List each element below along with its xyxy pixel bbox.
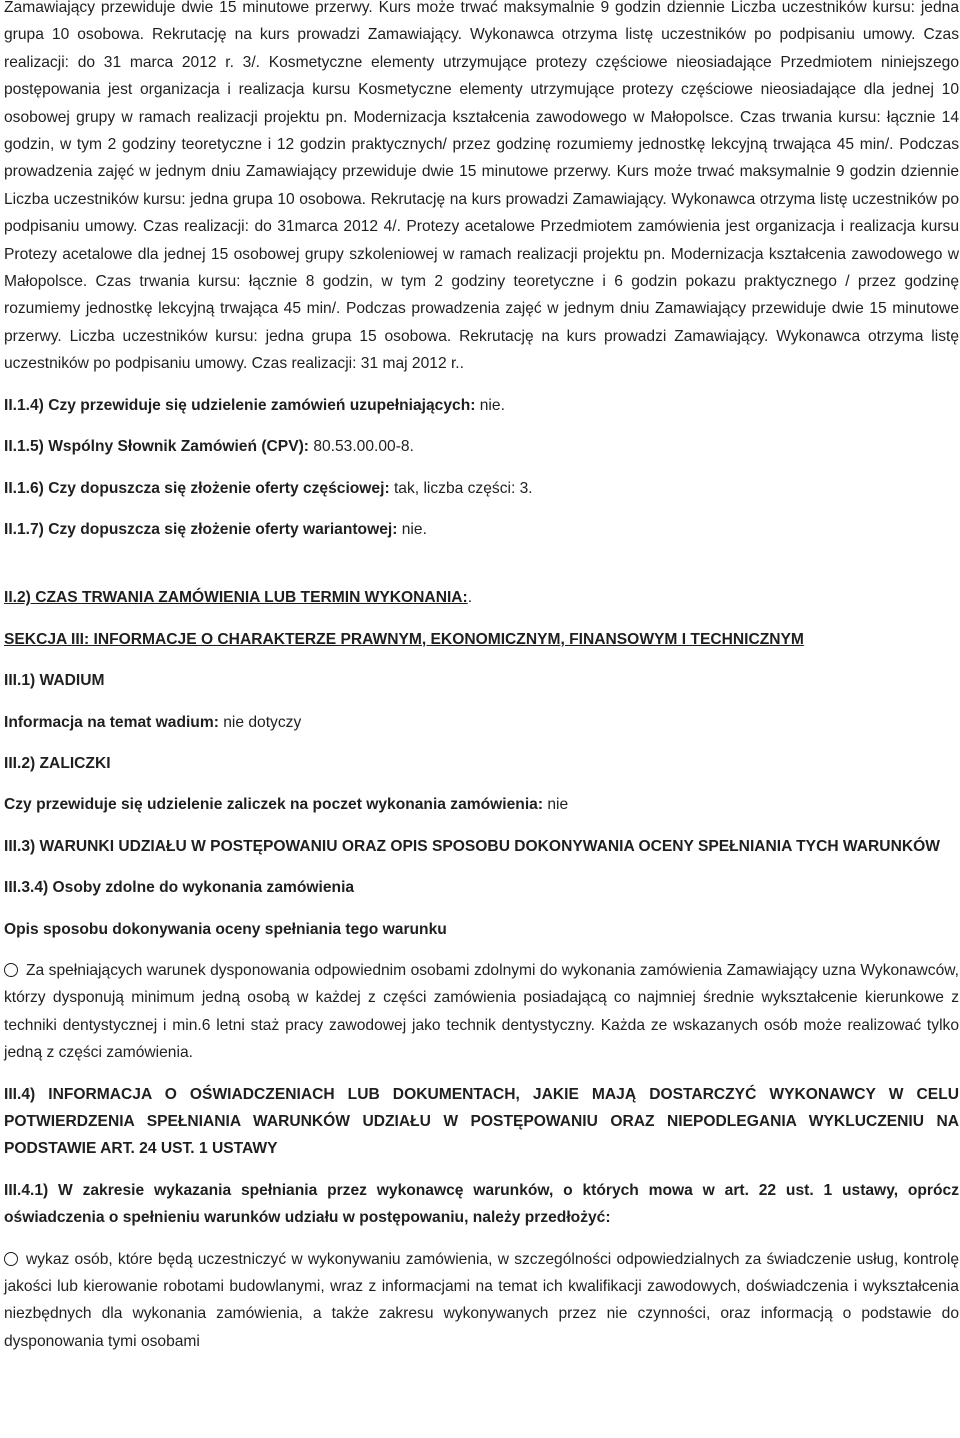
opis-sposobu-heading: Opis sposobu dokonywania oceny spełniania tego warunku: [4, 920, 447, 938]
item-ii-1-6: [4, 475, 959, 502]
intro-paragraph: Zamawiający przewiduje dwie 15 minutowe przerwy. Kurs może trwać maksymalnie 9 godzin dziennie Liczba uczestników kursu: jedna grupa 10 osobowa. Rekrutację na kurs prowadzi Zamawiający. Wykonawca otrzyma listę uczestników po podpisaniu umowy. Czas realizacji: do 31 marca 2012 r. 3/. Kosmetyczne elementy utrzymujące protezy częściowe nieosiadające Przedmiotem niniejszego postępowania jest organizacja i realizacja kursu Kosmetyczne elementy utrzymujące protezy częściowe nieosiadające dla jednej 10 osobowej grupy w ramach realizacji projektu pn. Modernizacja kształcenia zawodowego w Małopolsce. Czas trwania kursu: łącznie 14 godzin, w tym 2 godziny teoretyczne i 12 godzin praktycznych/ przez godzinę rozumiemy jednostkę lekcyjną trwająca 45 min/. Podczas prowadzenia zajęć w jednym dniu Zamawiający przewiduje dwie 15 minutowe przerwy. Kurs może trwać maksymalnie 9 godzin dziennie Liczba uczestników kursu: jedna grupa 10 osobowa. Rekrutację na kurs prowadzi Zamawiający. Wykonawca otrzyma listę uczestników po podpisaniu umowy. Czas realizacji: do 31marca 2012 4/. Protezy acetalowe Przedmiotem zamówienia jest organizacja i realizacja kursu Protezy acetalowe dla jednej 15 osobowej grupy szkoleniowej w ramach realizacji projektu pn. Modernizacja kształcenia zawodowego w Małopolsce. Czas trwania kursu: łącznie 8 godzin, w tym 2 godziny teoretyczne i 6 godzin pokazu praktycznego / przez godzinę rozumiemy jednostkę lekcyjną trwająca 45 min/. Podczas prowadzenia zajęć w jednym dniu Zamawiający przewiduje dwie 15 minutowe przerwy. Liczba uczestników kursu: jedna grupa 15 osobowa. Rekrutację na kurs prowadzi Zamawiający. Wykonawca otrzyma listę uczestników po podpisaniu umowy. Czas realizacji: 31 maj 2012 r..: [4, 0, 959, 373]
dokumenty-bullet-text: wykaz osób, które będą uczestniczyć w wykonywaniu zamówienia, w szczególności odpowiedzialnych za świadczenie usług, kontrolę jakości lub kierowanie robotami budowlanymi, wraz z informacjami na temat ich kwalifikacji zawodowych, doświadczenia i wykształcenia niezbędnych dla wykonania zamówienia, a także zakresu wykonywanych przez nie czynności, oraz informacją o podstawie do dysponowania tymi osobami: [4, 1250, 959, 1350]
wadium-value: nie dotyczy: [218, 713, 302, 731]
zaliczki-value: nie: [543, 796, 569, 814]
circle-bullet-icon: [4, 963, 18, 977]
item-ii-1-4-label: II.1.4) Czy przewiduje się udzielenie zamówień uzupełniających:: [4, 396, 476, 414]
dokumenty-heading: III.4) INFORMACJA O OŚWIADCZENIACH LUB DOKUMENTACH, JAKIE MAJĄ DOSTARCZYĆ WYKONAWCY W CELU POTWIERDZENIA SPEŁNIANIA WARUNKÓW UDZIAŁU W POSTĘPOWANIU ORAZ NIEPODLEGANIA WYKLUCZENIU NA PODSTAWIE ART. 24 UST. 1 USTAWY: [4, 1085, 959, 1158]
section-ii-2-heading: II.2) CZAS TRWANIA ZAMÓWIENIA LUB TERMIN WYKONANIA:: [4, 589, 468, 607]
item-ii-1-6-label: II.1.6) Czy dopuszcza się złożenie oferty częściowej:: [4, 479, 390, 497]
item-ii-1-7-label: II.1.7) Czy dopuszcza się złożenie oferty wariantowej:: [4, 520, 398, 538]
wadium-label: Informacja na temat wadium:: [4, 713, 219, 731]
section-ii-2-suffix: .: [467, 589, 473, 607]
zaliczki-info: [4, 791, 959, 818]
item-ii-1-5-value: 80.53.00.00-8.: [308, 438, 414, 456]
wadium-info: [4, 709, 959, 736]
document-page: [4, 0, 959, 1355]
warunki-heading: III.3) WARUNKI UDZIAŁU W POSTĘPOWANIU ORAZ OPIS SPOSOBU DOKONYWANIA OCENY SPEŁNIANIA TYCH WARUNKÓW: [4, 837, 940, 855]
warunki-bullet-text: Za spełniających warunek dysponowania odpowiednim osobami zdolnymi do wykonania zamówienia Zamawiający uzna Wykonawców, którzy dysponują minimum jedną osobą w każdej z części zamówienia posiadającą co najmniej średnie wykształcenie kierunkowe z techniki dentystycznej i min.6 letni staż pracy zawodowej jako technik dentystyczny. Każda ze wskazanych osób może realizować tylko jedną z części zamówienia.: [4, 961, 959, 1062]
zaliczki-heading: III.2) ZALICZKI: [4, 754, 111, 772]
dokumenty-bullet-item: [4, 1246, 959, 1356]
osoby-zdolne-heading: III.3.4) Osoby zdolne do wykonania zamówienia: [4, 879, 355, 897]
zaliczki-label: Czy przewiduje się udzielenie zaliczek na poczet wykonania zamówienia:: [4, 796, 544, 814]
item-ii-1-7-value: nie.: [397, 520, 427, 538]
item-ii-1-5-label: II.1.5) Wspólny Słownik Zamówień (CPV):: [4, 438, 309, 456]
wadium-heading: III.1) WADIUM: [4, 672, 105, 690]
item-ii-1-5: [4, 433, 959, 460]
dokumenty-subheading: III.4.1) W zakresie wykazania spełniania przez wykonawcę warunków, o których mowa w art. 22 ust. 1 ustawy, oprócz oświadczenia o spełnieniu warunków udziału w postępowaniu, należy przedłożyć:: [4, 1181, 959, 1227]
circle-bullet-icon: [4, 1252, 18, 1266]
item-ii-1-4: [4, 392, 959, 419]
section-iii-title: SEKCJA III: INFORMACJE O CHARAKTERZE PRAWNYM, EKONOMICZNYM, FINANSOWYM I TECHNICZNYM: [4, 630, 804, 648]
item-ii-1-4-value: nie.: [475, 396, 505, 414]
item-ii-1-6-value: tak, liczba części: 3.: [389, 479, 533, 497]
warunki-bullet-item: [4, 957, 959, 1067]
section-ii-2: [4, 584, 959, 611]
item-ii-1-7: [4, 516, 959, 543]
